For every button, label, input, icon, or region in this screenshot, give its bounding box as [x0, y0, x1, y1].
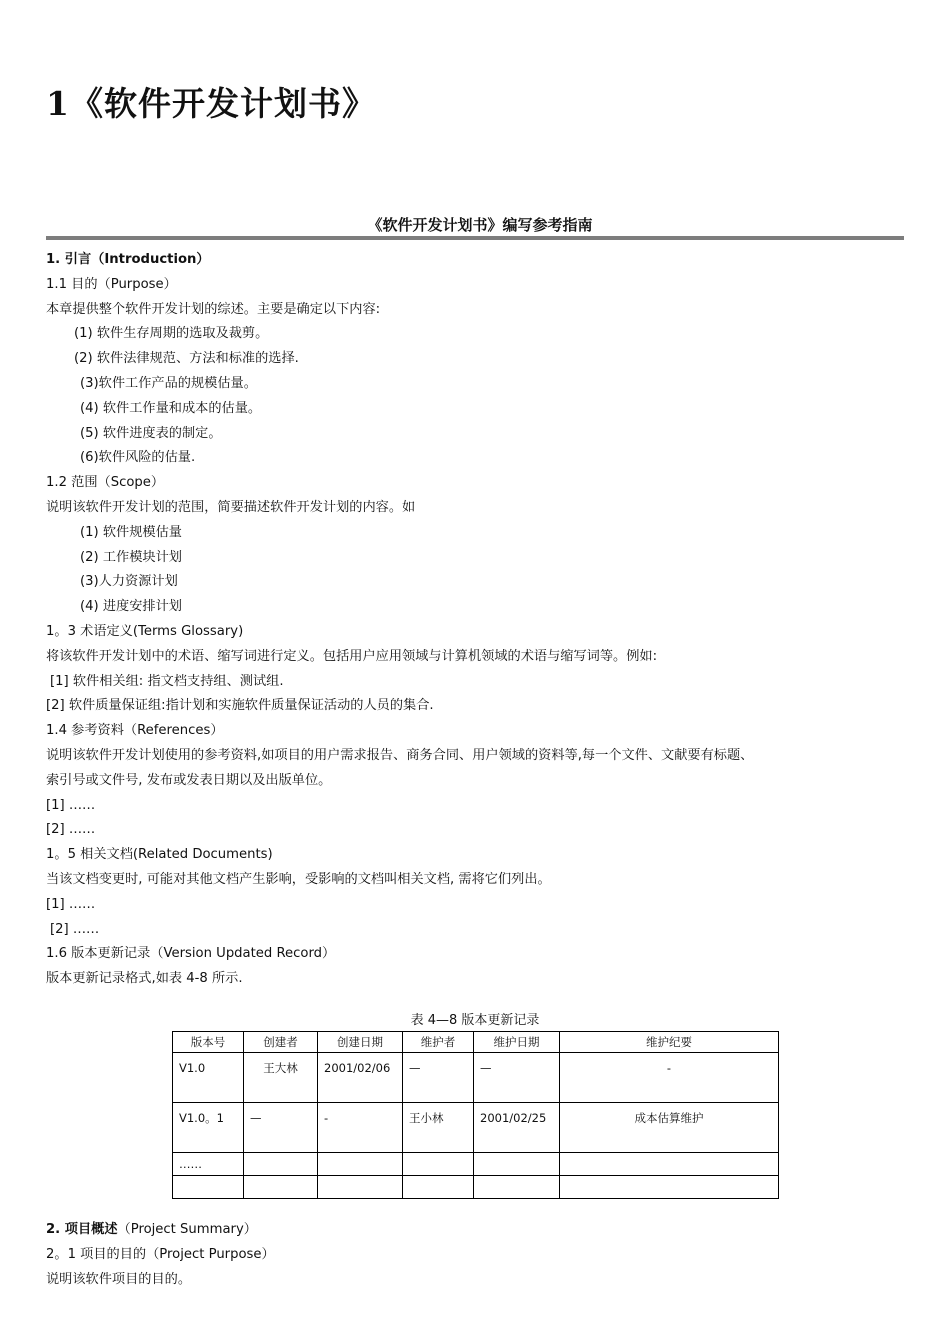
- table-header-row: [173, 1032, 779, 1053]
- table-cell: -: [560, 1053, 779, 1103]
- table-caption: 表 4—8 版本更新记录: [410, 1013, 540, 1028]
- table-cell: —: [244, 1103, 318, 1153]
- table-cell: -: [318, 1103, 403, 1153]
- subsection-heading: 1。5 相关文档(Related Documents): [46, 847, 273, 863]
- column-header: 版本号: [173, 1032, 244, 1053]
- table-cell: 王大林: [244, 1053, 318, 1103]
- paragraph: 版本更新记录格式,如表 4-8 所示.: [46, 971, 243, 987]
- subsection-heading: 1.2 范围（Scope）: [46, 475, 165, 491]
- paragraph: 将该软件开发计划中的术语、缩写词进行定义。包括用户应用领域与计算机领域的术语与缩写词等。例如:: [46, 648, 658, 664]
- table-cell: V1.0: [173, 1053, 244, 1103]
- paragraph: 索引号或文件号, 发布或发表日期以及出版单位。: [46, 772, 332, 788]
- table-cell: [173, 1176, 244, 1199]
- column-header: 维护纪要: [560, 1032, 779, 1053]
- column-header: 维护日期: [474, 1032, 560, 1053]
- table-cell: 成本估算维护: [560, 1103, 779, 1153]
- column-header: 维护者: [403, 1032, 474, 1053]
- list-item: (2) 软件法律规范、方法和标准的选择.: [74, 351, 299, 367]
- table-row: [173, 1053, 779, 1103]
- reference-item: [2] ……: [46, 822, 96, 838]
- section-2-heading-bold: 2. 项目概述: [46, 1222, 118, 1237]
- column-header: 创建日期: [318, 1032, 403, 1053]
- table-cell: ……: [173, 1153, 244, 1176]
- list-item: [1] 软件相关组: 指文档支持组、测试组.: [50, 673, 284, 689]
- table-cell: 2001/02/25: [474, 1103, 560, 1153]
- table-cell: [474, 1153, 560, 1176]
- table-cell: 王小林: [403, 1103, 474, 1153]
- title-divider: [46, 236, 904, 240]
- column-header: 创建者: [244, 1032, 318, 1053]
- paragraph: 当该文档变更时, 可能对其他文档产生影响，受影响的文档叫相关文档, 需将它们列出。: [46, 871, 551, 887]
- subsection-heading: 1。3 术语定义(Terms Glossary): [46, 623, 244, 639]
- section-1-heading: 1. 引言（Introduction）: [46, 252, 210, 267]
- section-2-body: [46, 1218, 926, 1292]
- reference-item: [1] ……: [46, 896, 96, 912]
- table-cell: —: [403, 1053, 474, 1103]
- list-item: [2] 软件质量保证组:指计划和实施软件质量保证活动的人员的集合.: [46, 698, 434, 714]
- subsection-heading: 2。1 项目的目的（Project Purpose）: [46, 1246, 275, 1262]
- table-cell: [244, 1176, 318, 1199]
- list-item: (2) 工作模块计划: [80, 549, 182, 565]
- list-item: (4) 软件工作量和成本的估量。: [80, 400, 262, 416]
- list-item: (5) 软件进度表的制定。: [80, 425, 222, 441]
- table-cell: V1.0。1: [173, 1103, 244, 1153]
- table-cell: [560, 1153, 779, 1176]
- section-2-heading: [46, 1218, 926, 1243]
- table-cell: [318, 1153, 403, 1176]
- table-row: [173, 1153, 779, 1176]
- table-cell: —: [474, 1053, 560, 1103]
- paragraph: 说明该软件项目的目的。: [46, 1271, 192, 1287]
- table-cell: [474, 1176, 560, 1199]
- document-heading: 1《软件开发计划书》: [46, 84, 376, 123]
- subsection-heading: 1.1 目的（Purpose）: [46, 276, 177, 292]
- table-row: [173, 1103, 779, 1153]
- table-cell: [403, 1176, 474, 1199]
- list-item: (1) 软件规模估量: [80, 524, 182, 540]
- version-record-table: [172, 1031, 779, 1199]
- subsection-heading: 1.4 参考资料（References）: [46, 723, 224, 739]
- list-item: (4) 进度安排计划: [80, 599, 182, 615]
- paragraph: 说明该软件开发计划的范围，简要描述软件开发计划的内容。如: [46, 499, 416, 515]
- paragraph: 说明该软件开发计划使用的参考资料,如项目的用户需求报告、商务合同、用户领域的资料等,每一个文件、文献要有标题、: [46, 747, 754, 763]
- subsection-heading: 1.6 版本更新记录（Version Updated Record）: [46, 946, 336, 962]
- table-row: [173, 1176, 779, 1199]
- table-cell: [244, 1153, 318, 1176]
- table-cell: 2001/02/06: [318, 1053, 403, 1103]
- table-cell: [560, 1176, 779, 1199]
- list-item: (6)软件风险的估量.: [80, 450, 196, 466]
- table-cell: [403, 1153, 474, 1176]
- list-item: (3)软件工作产品的规模估量。: [80, 375, 257, 391]
- list-item: (1) 软件生存周期的选取及裁剪。: [74, 326, 269, 342]
- section-2-heading-rest: （Project Summary）: [117, 1222, 257, 1237]
- reference-item: [1] ……: [46, 797, 96, 813]
- list-item: (3)人力资源计划: [80, 574, 178, 590]
- reference-item: [2] ……: [50, 921, 100, 937]
- guide-title: 《软件开发计划书》编写参考指南: [367, 216, 593, 234]
- paragraph: 本章提供整个软件开发计划的综述。主要是确定以下内容:: [46, 301, 381, 317]
- section-1-body: [46, 248, 926, 992]
- table-cell: [318, 1176, 403, 1199]
